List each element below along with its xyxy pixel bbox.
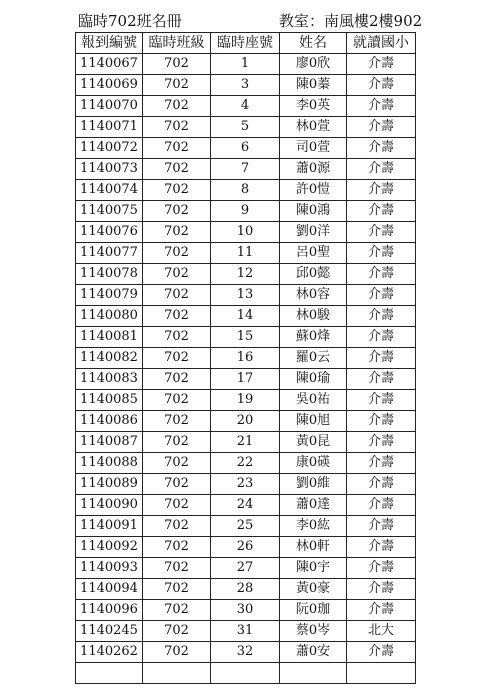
- temp-seat-cell: 11: [211, 243, 280, 264]
- temp-seat-cell: 9: [211, 201, 280, 222]
- temp-seat-cell: 6: [211, 138, 280, 159]
- table-row: [76, 117, 416, 138]
- elementary-school-cell: 北大: [347, 621, 416, 642]
- student-name-cell: 陳0蓁: [280, 75, 347, 96]
- registration-no-cell: 1140089: [76, 474, 143, 495]
- temp-seat-cell: 31: [211, 621, 280, 642]
- elementary-school-cell: 介壽: [347, 642, 416, 663]
- student-name-cell: 康0碤: [280, 453, 347, 474]
- temp-class-cell: 702: [143, 327, 211, 348]
- table-row: [76, 348, 416, 369]
- table-row: [76, 96, 416, 117]
- table-row: [76, 663, 416, 684]
- table-row: [76, 474, 416, 495]
- temp-seat-cell: 13: [211, 285, 280, 306]
- elementary-school-cell: 介壽: [347, 54, 416, 75]
- temp-class-cell: 702: [143, 117, 211, 138]
- temp-class-cell: 702: [143, 474, 211, 495]
- registration-no-cell: 1140094: [76, 579, 143, 600]
- student-name-cell: 蘇0烽: [280, 327, 347, 348]
- temp-class-cell: 702: [143, 495, 211, 516]
- registration-no-cell: 1140090: [76, 495, 143, 516]
- registration-no-cell: 1140072: [76, 138, 143, 159]
- elementary-school-cell: 介壽: [347, 432, 416, 453]
- student-name-cell: 阮0珈: [280, 600, 347, 621]
- elementary-school-cell: 介壽: [347, 558, 416, 579]
- table-row: [76, 306, 416, 327]
- temp-class-cell: 702: [143, 369, 211, 390]
- table-row: [76, 558, 416, 579]
- temp-seat-cell: 23: [211, 474, 280, 495]
- table-row: [76, 642, 416, 663]
- registration-no-cell: 1140080: [76, 306, 143, 327]
- table-row: [76, 138, 416, 159]
- table-row: [76, 621, 416, 642]
- elementary-school-cell: 介壽: [347, 180, 416, 201]
- table-row: [76, 327, 416, 348]
- registration-no-cell: 1140262: [76, 642, 143, 663]
- registration-no-cell: 1140076: [76, 222, 143, 243]
- temp-class-cell: 702: [143, 306, 211, 327]
- student-name-cell: 林0萱: [280, 117, 347, 138]
- registration-no-cell: 1140091: [76, 516, 143, 537]
- student-name-cell: 林0駿: [280, 306, 347, 327]
- temp-seat-cell: 12: [211, 264, 280, 285]
- temp-seat-cell: 25: [211, 516, 280, 537]
- table-row: [76, 180, 416, 201]
- temp-seat-cell: 17: [211, 369, 280, 390]
- student-name-cell: 廖0欣: [280, 54, 347, 75]
- temp-seat-cell: 30: [211, 600, 280, 621]
- table-row: [76, 516, 416, 537]
- temp-class-cell: 702: [143, 390, 211, 411]
- student-name-cell: 吳0祐: [280, 390, 347, 411]
- student-name-cell: 林0容: [280, 285, 347, 306]
- elementary-school-cell: 介壽: [347, 117, 416, 138]
- registration-no-cell: 1140082: [76, 348, 143, 369]
- temp-class-cell: 702: [143, 180, 211, 201]
- header-row: [76, 33, 416, 54]
- student-roster-table: [75, 32, 416, 684]
- temp-seat-cell: 19: [211, 390, 280, 411]
- class-roster-title: 臨時702班名冊: [78, 12, 182, 30]
- table-row: [76, 411, 416, 432]
- student-name-cell: 蕭0源: [280, 159, 347, 180]
- temp-class-cell: 702: [143, 579, 211, 600]
- elementary-school-cell: 介壽: [347, 327, 416, 348]
- temp-class-cell: 702: [143, 54, 211, 75]
- temp-seat-cell: 3: [211, 75, 280, 96]
- registration-no-cell: 1140093: [76, 558, 143, 579]
- table-row: [76, 537, 416, 558]
- temp-seat-cell: 27: [211, 558, 280, 579]
- registration-no-cell: 1140071: [76, 117, 143, 138]
- temp-seat-cell: 26: [211, 537, 280, 558]
- elementary-school-cell: 介壽: [347, 474, 416, 495]
- temp-seat-cell: 4: [211, 96, 280, 117]
- registration-no-cell: 1140069: [76, 75, 143, 96]
- temp-seat-cell: 7: [211, 159, 280, 180]
- registration-no-cell: 1140075: [76, 201, 143, 222]
- temp-class-cell: 702: [143, 642, 211, 663]
- registration-no-cell: [76, 663, 143, 684]
- student-name-cell: 呂0聖: [280, 243, 347, 264]
- elementary-school-cell: 介壽: [347, 411, 416, 432]
- temp-seat-cell: 1: [211, 54, 280, 75]
- student-name-cell: 陳0宇: [280, 558, 347, 579]
- registration-no-cell: 1140081: [76, 327, 143, 348]
- elementary-school-cell: 介壽: [347, 75, 416, 96]
- temp-class-cell: 702: [143, 75, 211, 96]
- elementary-school-cell: 介壽: [347, 579, 416, 600]
- student-name-cell: 蔡0岑: [280, 621, 347, 642]
- temp-class-cell: 702: [143, 222, 211, 243]
- temp-class-cell: 702: [143, 201, 211, 222]
- student-name-cell: 劉0維: [280, 474, 347, 495]
- table-row: [76, 201, 416, 222]
- elementary-school-cell: 介壽: [347, 285, 416, 306]
- column-header-registration-no: 報到編號: [76, 33, 143, 54]
- temp-seat-cell: 10: [211, 222, 280, 243]
- student-name-cell: 陳0鴻: [280, 201, 347, 222]
- temp-seat-cell: 5: [211, 117, 280, 138]
- temp-seat-cell: 15: [211, 327, 280, 348]
- table-row: [76, 579, 416, 600]
- student-name-cell: 司0萱: [280, 138, 347, 159]
- student-name-cell: 黃0豪: [280, 579, 347, 600]
- table-row: [76, 390, 416, 411]
- student-name-cell: 蕭0達: [280, 495, 347, 516]
- temp-class-cell: 702: [143, 159, 211, 180]
- elementary-school-cell: 介壽: [347, 138, 416, 159]
- elementary-school-cell: 介壽: [347, 600, 416, 621]
- temp-class-cell: 702: [143, 432, 211, 453]
- temp-class-cell: 702: [143, 621, 211, 642]
- registration-no-cell: 1140067: [76, 54, 143, 75]
- student-name-cell: 林0軒: [280, 537, 347, 558]
- temp-seat-cell: 8: [211, 180, 280, 201]
- registration-no-cell: 1140078: [76, 264, 143, 285]
- registration-no-cell: 1140245: [76, 621, 143, 642]
- registration-no-cell: 1140083: [76, 369, 143, 390]
- temp-class-cell: 702: [143, 348, 211, 369]
- temp-class-cell: 702: [143, 453, 211, 474]
- table-row: [76, 495, 416, 516]
- elementary-school-cell: 介壽: [347, 243, 416, 264]
- temp-seat-cell: 20: [211, 411, 280, 432]
- temp-class-cell: 702: [143, 264, 211, 285]
- registration-no-cell: 1140088: [76, 453, 143, 474]
- column-header-temp-seat: 臨時座號: [211, 33, 280, 54]
- temp-class-cell: 702: [143, 558, 211, 579]
- table-row: [76, 75, 416, 96]
- elementary-school-cell: 介壽: [347, 348, 416, 369]
- classroom-label: 教室：南風樓2樓902: [279, 12, 423, 30]
- temp-class-cell: 702: [143, 96, 211, 117]
- elementary-school-cell: 介壽: [347, 495, 416, 516]
- table-row: [76, 285, 416, 306]
- temp-seat-cell: [211, 663, 280, 684]
- table-row: [76, 243, 416, 264]
- registration-no-cell: 1140070: [76, 96, 143, 117]
- table-row: [76, 432, 416, 453]
- registration-no-cell: 1140092: [76, 537, 143, 558]
- student-name-cell: [280, 663, 347, 684]
- roster-body: [76, 54, 416, 684]
- elementary-school-cell: 介壽: [347, 369, 416, 390]
- temp-class-cell: [143, 663, 211, 684]
- student-name-cell: 蕭0安: [280, 642, 347, 663]
- table-row: [76, 159, 416, 180]
- temp-seat-cell: 32: [211, 642, 280, 663]
- temp-class-cell: 702: [143, 600, 211, 621]
- elementary-school-cell: 介壽: [347, 201, 416, 222]
- temp-class-cell: 702: [143, 537, 211, 558]
- temp-seat-cell: 22: [211, 453, 280, 474]
- registration-no-cell: 1140085: [76, 390, 143, 411]
- elementary-school-cell: 介壽: [347, 159, 416, 180]
- student-name-cell: 羅0云: [280, 348, 347, 369]
- temp-seat-cell: 21: [211, 432, 280, 453]
- elementary-school-cell: 介壽: [347, 516, 416, 537]
- column-header-name: 姓名: [280, 33, 347, 54]
- student-name-cell: 陳0瑜: [280, 369, 347, 390]
- elementary-school-cell: 介壽: [347, 222, 416, 243]
- table-row: [76, 600, 416, 621]
- temp-class-cell: 702: [143, 285, 211, 306]
- registration-no-cell: 1140073: [76, 159, 143, 180]
- student-name-cell: 邱0懿: [280, 264, 347, 285]
- table-row: [76, 453, 416, 474]
- table-row: [76, 264, 416, 285]
- student-name-cell: 陳0旭: [280, 411, 347, 432]
- registration-no-cell: 1140087: [76, 432, 143, 453]
- column-header-elementary-school: 就讀國小: [347, 33, 416, 54]
- student-name-cell: 李0英: [280, 96, 347, 117]
- registration-no-cell: 1140079: [76, 285, 143, 306]
- elementary-school-cell: 介壽: [347, 453, 416, 474]
- table-row: [76, 369, 416, 390]
- temp-class-cell: 702: [143, 243, 211, 264]
- student-name-cell: 黃0昆: [280, 432, 347, 453]
- elementary-school-cell: 介壽: [347, 306, 416, 327]
- elementary-school-cell: 介壽: [347, 264, 416, 285]
- table-row: [76, 54, 416, 75]
- student-name-cell: 李0紘: [280, 516, 347, 537]
- table-row: [76, 222, 416, 243]
- student-name-cell: 許0愷: [280, 180, 347, 201]
- elementary-school-cell: [347, 663, 416, 684]
- temp-class-cell: 702: [143, 411, 211, 432]
- elementary-school-cell: 介壽: [347, 96, 416, 117]
- temp-class-cell: 702: [143, 516, 211, 537]
- elementary-school-cell: 介壽: [347, 390, 416, 411]
- temp-seat-cell: 28: [211, 579, 280, 600]
- registration-no-cell: 1140074: [76, 180, 143, 201]
- registration-no-cell: 1140077: [76, 243, 143, 264]
- registration-no-cell: 1140096: [76, 600, 143, 621]
- temp-seat-cell: 16: [211, 348, 280, 369]
- student-name-cell: 劉0洋: [280, 222, 347, 243]
- registration-no-cell: 1140086: [76, 411, 143, 432]
- elementary-school-cell: 介壽: [347, 537, 416, 558]
- temp-class-cell: 702: [143, 138, 211, 159]
- temp-seat-cell: 24: [211, 495, 280, 516]
- column-header-temp-class: 臨時班級: [143, 33, 211, 54]
- temp-seat-cell: 14: [211, 306, 280, 327]
